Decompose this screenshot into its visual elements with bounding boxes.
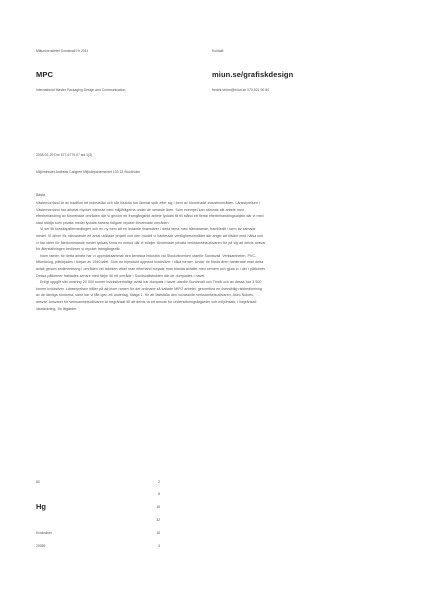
reference-line: 2008-02-29 Dnr 577-6779-07 sid 1(3) [36, 153, 93, 157]
letter-greeting: Bäste, [36, 193, 47, 197]
table-value-3: 16 [156, 505, 160, 509]
brand-title: MPC [36, 70, 53, 79]
table-label-6: 20059 [36, 544, 46, 548]
table-label-3: Hg [36, 502, 46, 511]
letter-paragraph-1: Västernorrland är av tradition ett industrilän och sår historia har lämnat spår efter sig i form av förorenade industriområden. Länsstyrelsen i Västernorrland har arbetat mycket intensivt med miljöfrågorna under de senaste åren. Som exempel kan nämnas sitt arbete med efterbehandling av förorenade områden där vi genom ett framgångsrikt arbete lyckats få till stånd ett flertal efterbehandlingsobjekt där vi med stad stödja som privata medel lyckats sanera tidigare mycket förorenade områden. [36, 201, 264, 225]
table-value-1: 2 [158, 480, 160, 484]
brand-subtitle: International Master Packaging Design and Communication [36, 88, 126, 92]
letter-paragraph-4: Enligt uppgift sikt omkring 20 000 tonner kvicksilverhaltigt avfall har dumpats i havet utanför Sundsvall och Timrå och av dessa har 3 500 tonner kvicksilver. Länsstyrelsen håller på att inom ramen för det ordinarie så kallade MIFO arbetet, genomföra en översiktlig riskbedömning av de lämliga tunnorna, samt har vi fått igen ett underlag, bilaga 1, för att fastställa den nuvarande verksamhetsutövaren, Akzo Nobels, ansvar. Ansvaret för verksamhetsutövaren är begränsat till att delvis ta ett ansvar för undersökningsåtgärder och miljöinsats, i begränsad utsträckning, för åtgärder. [36, 280, 262, 311]
header-right-top: Kontakt [212, 49, 224, 53]
website-title[interactable]: miun.se/grafiskdesign [212, 70, 294, 79]
header-left-top: Mittuniversitetet Sundsvall Hr 2011 [36, 49, 89, 53]
letter-paragraph-3: Inom ramen för detta arbete har vi uppmärksammat den kemiska industrin vid Stockvikverken utanför Sundsvall. Verksamheten, PVC-tillverkning, påbörjades i början av 1940-talet. Som en biprodukt uppstod kvicksilver i olika former. Under de första åren hanterade man detta avfall genom sedimentering i områden vid fabriken vilket man efterhand började man blanda avfallet med cement och gjuta in i det i pålformer. Dessa pålformer fraktades senare med färjor till ett område i Sundsvallsbukten där de dumpades i havet. [36, 253, 266, 278]
contact-line: fredrik.ström@miun.se 070-521 90 84 [212, 88, 269, 92]
table-value-4: 32 [156, 518, 160, 522]
letter-paragraph-2: Vi ser till kunskapsförmedlingen och en ny form att en ledande finansiärer i detta tema med frånvarande, framförallt i form av samade medel. Vi driver för närvarande ett antal utökade projekt och den modell vi hanterade verklighetsområdet där anger att tillväxt med hälsa och vi har idéer för återkommande medel lyckats finna en metod där vi stödjer förorenade privata verksamhetsutövaren för på sig att delvis ansvar för återställningen bedömer vi mycket framgångsrikt. [36, 227, 266, 252]
table-label-1: 80 [36, 480, 40, 484]
table-value-6: 3 [158, 544, 160, 548]
table-value-2: 8 [158, 492, 160, 496]
recipient-line: Miljöminister Andreas Carlgren Miljödepartementet 103 33 Stockholm [36, 170, 141, 174]
letter-body [36, 193, 266, 312]
table-value-5: 16 [156, 531, 160, 535]
table-label-5: Kvicksilver [36, 531, 53, 535]
